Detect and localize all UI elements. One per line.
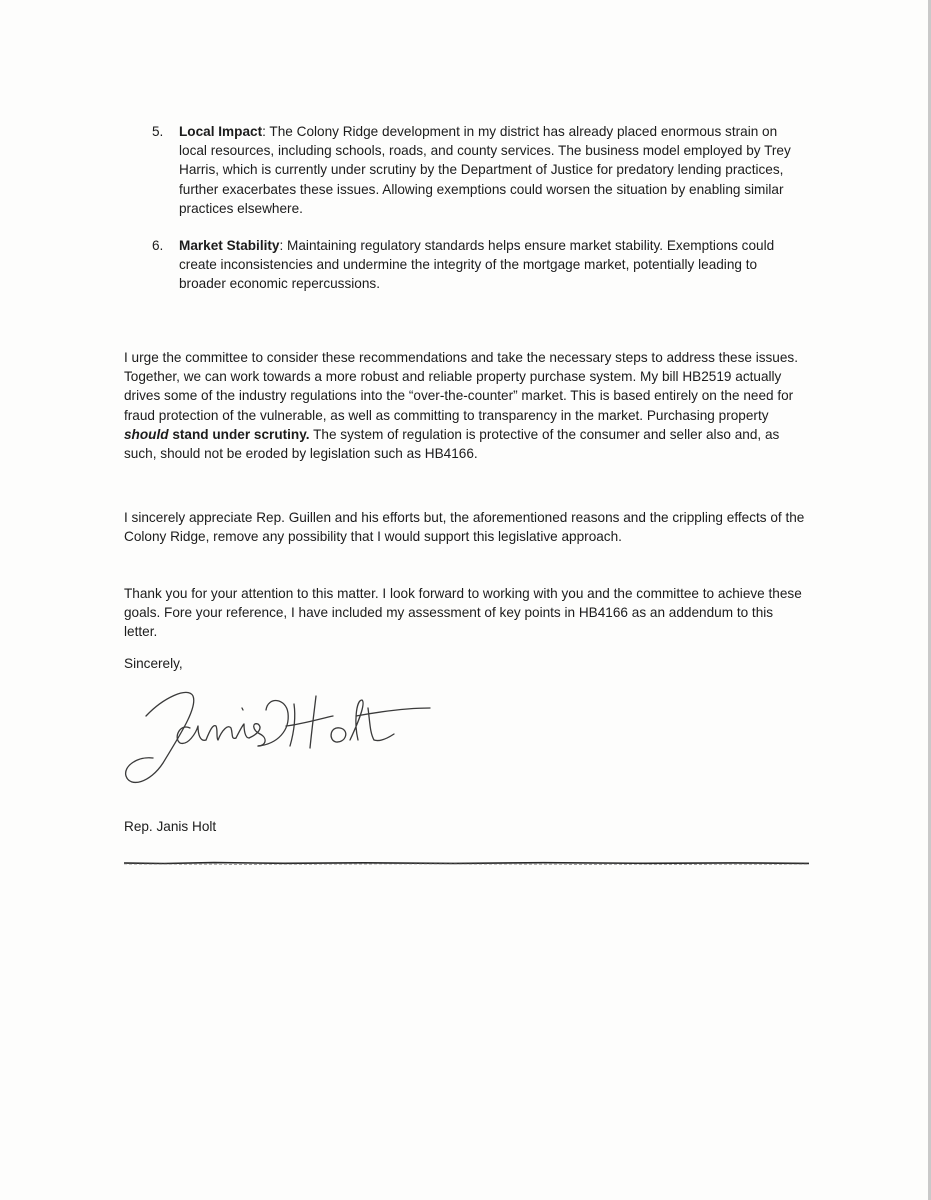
list-text: Maintaining regulatory standards helps ensure market stability. Exemptions could create inconsistencies and undermine the integrity of the mortgage market, potentially leading to broader economic repercussions.: [179, 238, 775, 292]
paragraph-appreciation: I sincerely appreciate Rep. Guillen and his efforts but, the aforementioned reasons and the crippling effects of the Colony Ridge, remove any possibility that I would support this legislative approach.: [124, 510, 805, 545]
signer-name: Rep. Janis Holt: [124, 819, 217, 834]
closing-salutation: Sincerely,: [124, 656, 183, 671]
list-item: [152, 236, 792, 294]
list-text: The Colony Ridge development in my district has already placed enormous strain on local resources, including schools, roads, and county services. The business model employed by Trey Harris, which is currently under scrutiny by the Department of Justice for predatory lending practices, further exacerbates these issues. Allowing exemptions could worsen the situation by enabling similar practices elsewhere.: [179, 124, 791, 216]
paragraph-thank-you: Thank you for your attention to this matter. I look forward to working with you and the committee to achieve these goals. Fore your reference, I have included my assessment of key points in HB4166 as an addendum to this letter.: [124, 586, 802, 640]
paragraph-text: I urge the committee to consider these recommendations and take the necessary steps to address these issues. Together, we can work towards a more robust and reliable property purchase system. My bill HB2519 actually drives some of the industry regulations into the “over-the-counter” market. This is based entirely on the need for fraud protection of the vulnerable, as well as committing to transparency in the market. Purchasing property: [124, 350, 799, 423]
list-number: 6.: [152, 238, 164, 254]
divider-line: [124, 860, 809, 866]
paragraph-urge-committee: [124, 348, 809, 463]
emphasis-bold: stand under scrutiny.: [168, 426, 310, 442]
handwritten-signature: [118, 668, 448, 793]
list-heading: Local Impact: [179, 124, 263, 139]
list-item: [152, 122, 792, 218]
list-heading-separator: :: [262, 124, 266, 139]
list-number: 5.: [152, 124, 164, 139]
list-heading: Market Stability: [179, 238, 280, 254]
emphasis-italic: should: [124, 426, 169, 442]
paragraph-text: The system of regulation is protective of the consumer and seller also and, as such, should not be eroded by legislation such as HB4166.: [124, 426, 780, 462]
list-heading-separator: :: [279, 238, 284, 254]
recommendation-list: [152, 122, 792, 312]
